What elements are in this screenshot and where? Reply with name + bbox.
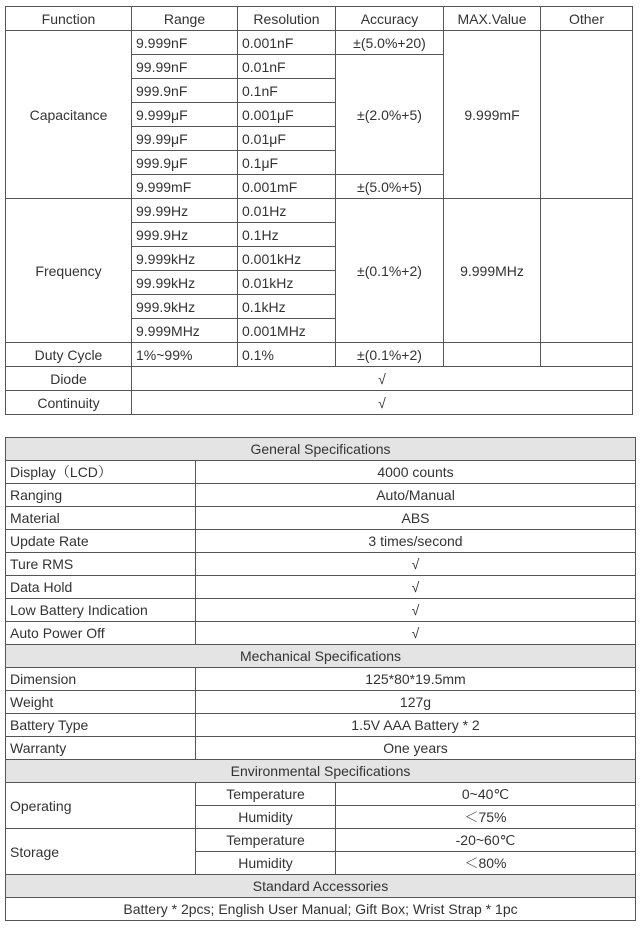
resolution-cell: 0.01μF (238, 127, 336, 151)
spec-value: Auto/Manual (196, 484, 636, 507)
spec-value: √ (196, 599, 636, 622)
range-cell: 999.9μF (132, 151, 238, 175)
range-cell: 9.999μF (132, 103, 238, 127)
spec-value: ＜75% (336, 806, 636, 829)
environmental-row (6, 783, 636, 806)
spec-label: Weight (6, 691, 196, 714)
mechanical-row (6, 737, 636, 760)
check-mark: √ (132, 367, 633, 391)
spec-label: Ture RMS (6, 553, 196, 576)
column-header: Other (541, 7, 633, 31)
column-header: Function (6, 7, 132, 31)
column-header: Accuracy (336, 7, 444, 31)
range-cell: 999.9Hz (132, 223, 238, 247)
spec-value: ABS (196, 507, 636, 530)
resolution-cell: 0.001kHz (238, 247, 336, 271)
accuracy-cell: ±(5.0%+20) (336, 31, 444, 55)
general-row (6, 530, 636, 553)
general-row (6, 599, 636, 622)
resolution-cell: 0.1kHz (238, 295, 336, 319)
diode-row (6, 367, 633, 391)
other-cell (541, 31, 633, 199)
function-table (5, 6, 633, 415)
environmental-row (6, 829, 636, 852)
spec-value: One years (196, 737, 636, 760)
header-row (6, 7, 633, 31)
spec-value: 0~40℃ (336, 783, 636, 806)
accessories-list: Battery * 2pcs; English User Manual; Gift Box; Wrist Strap * 1pc (6, 898, 636, 921)
resolution-cell: 0.001μF (238, 103, 336, 127)
resolution-cell: 0.1Hz (238, 223, 336, 247)
range-cell: 9.999MHz (132, 319, 238, 343)
spec-label: Ranging (6, 484, 196, 507)
frequency-row (6, 199, 633, 223)
accuracy-cell: ±(0.1%+2) (336, 343, 444, 367)
spec-value: -20~60℃ (336, 829, 636, 852)
accessories-header (6, 875, 636, 898)
check-mark: √ (132, 391, 633, 415)
spec-label: Data Hold (6, 576, 196, 599)
resolution-cell: 0.001nF (238, 31, 336, 55)
resolution-cell: 0.1% (238, 343, 336, 367)
spec-label: Update Rate (6, 530, 196, 553)
resolution-cell: 0.01nF (238, 55, 336, 79)
mechanical-row (6, 714, 636, 737)
spec-label: Low Battery Indication (6, 599, 196, 622)
section-header: Mechanical Specifications (6, 645, 636, 668)
mechanical-row (6, 691, 636, 714)
spec-table (5, 437, 636, 921)
parameter-label: Humidity (196, 806, 336, 829)
resolution-cell: 0.001mF (238, 175, 336, 199)
other-cell (541, 199, 633, 343)
max-value-cell (444, 343, 541, 367)
spec-value: 127g (196, 691, 636, 714)
condition-label: Operating (6, 783, 196, 829)
spec-value: √ (196, 622, 636, 645)
continuity-row (6, 391, 633, 415)
max-value-cell: 9.999mF (444, 31, 541, 199)
range-cell: 9.999kHz (132, 247, 238, 271)
range-cell: 99.99nF (132, 55, 238, 79)
resolution-cell: 0.01Hz (238, 199, 336, 223)
resolution-cell: 0.1μF (238, 151, 336, 175)
accessories-row (6, 898, 636, 921)
resolution-cell: 0.1nF (238, 79, 336, 103)
spec-value: ＜80% (336, 852, 636, 875)
range-cell: 1%~99% (132, 343, 238, 367)
range-cell: 99.99kHz (132, 271, 238, 295)
spec-label: Display（LCD） (6, 461, 196, 484)
function-label: Duty Cycle (6, 343, 132, 367)
general-row (6, 576, 636, 599)
section-header: Environmental Specifications (6, 760, 636, 783)
spec-label: Dimension (6, 668, 196, 691)
column-header: MAX.Value (444, 7, 541, 31)
spec-label: Warranty (6, 737, 196, 760)
accuracy-cell: ±(5.0%+5) (336, 175, 444, 199)
other-cell (541, 343, 633, 367)
parameter-label: Temperature (196, 783, 336, 806)
section-header: Standard Accessories (6, 875, 636, 898)
mechanical-specs-header (6, 645, 636, 668)
function-label: Continuity (6, 391, 132, 415)
section-header: General Specifications (6, 438, 636, 461)
spec-value: 125*80*19.5mm (196, 668, 636, 691)
accuracy-cell: ±(0.1%+2) (336, 199, 444, 343)
general-row (6, 484, 636, 507)
range-cell: 9.999mF (132, 175, 238, 199)
spec-value: √ (196, 576, 636, 599)
column-header: Resolution (238, 7, 336, 31)
range-cell: 9.999nF (132, 31, 238, 55)
spec-value: 3 times/second (196, 530, 636, 553)
spec-label: Material (6, 507, 196, 530)
capacitance-row (6, 31, 633, 55)
resolution-cell: 0.01kHz (238, 271, 336, 295)
max-value-cell: 9.999MHz (444, 199, 541, 343)
parameter-label: Temperature (196, 829, 336, 852)
condition-label: Storage (6, 829, 196, 875)
general-specs-header (6, 438, 636, 461)
general-row (6, 461, 636, 484)
function-label: Diode (6, 367, 132, 391)
range-cell: 999.9nF (132, 79, 238, 103)
range-cell: 99.99Hz (132, 199, 238, 223)
range-cell: 99.99μF (132, 127, 238, 151)
accuracy-cell: ±(2.0%+5) (336, 55, 444, 175)
spec-label: Battery Type (6, 714, 196, 737)
resolution-cell: 0.001MHz (238, 319, 336, 343)
mechanical-row (6, 668, 636, 691)
duty-cycle-row (6, 343, 633, 367)
spec-value: √ (196, 553, 636, 576)
function-label: Frequency (6, 199, 132, 343)
environmental-specs-header (6, 760, 636, 783)
column-header: Range (132, 7, 238, 31)
range-cell: 999.9kHz (132, 295, 238, 319)
general-row (6, 507, 636, 530)
general-row (6, 622, 636, 645)
spec-value: 4000 counts (196, 461, 636, 484)
spec-label: Auto Power Off (6, 622, 196, 645)
spec-value: 1.5V AAA Battery * 2 (196, 714, 636, 737)
parameter-label: Humidity (196, 852, 336, 875)
general-row (6, 553, 636, 576)
function-label: Capacitance (6, 31, 132, 199)
